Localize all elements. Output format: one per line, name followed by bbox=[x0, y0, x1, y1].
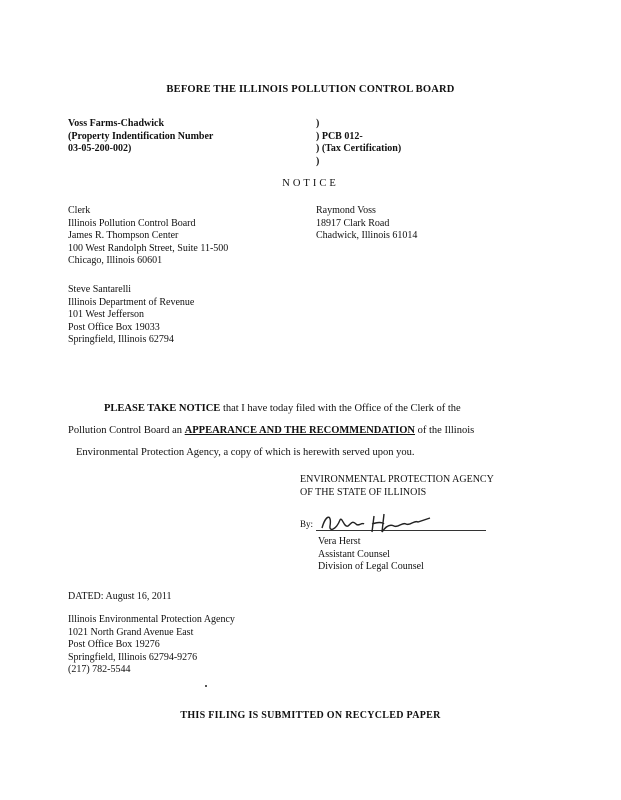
notice-body bbox=[68, 398, 548, 464]
docket-line: ) bbox=[316, 155, 320, 167]
address-line: Chicago, Illinois 60601 bbox=[68, 255, 163, 266]
body-text: of the Illinois bbox=[415, 425, 475, 436]
case-caption bbox=[68, 118, 213, 156]
agency-line: OF THE STATE OF ILLINOIS bbox=[300, 486, 427, 498]
address-line: Chadwick, Illinois 61014 bbox=[316, 230, 418, 241]
signer-block bbox=[318, 536, 424, 574]
body-text: Pollution Control Board an bbox=[68, 425, 185, 436]
agency-address bbox=[68, 614, 235, 677]
recipient-voss bbox=[316, 205, 417, 243]
agency-line: ENVIRONMENTAL PROTECTION AGENCY bbox=[300, 474, 494, 485]
address-line: Springfield, Illinois 62794-9276 bbox=[68, 651, 198, 663]
recipient-clerk bbox=[68, 205, 228, 268]
signer-division: Division of Legal Counsel bbox=[318, 561, 424, 572]
stray-mark bbox=[205, 685, 207, 687]
notice-title: NOTICE bbox=[282, 178, 339, 189]
body-text: that I have today filed with the Office of the Clerk of the bbox=[220, 403, 461, 414]
address-line: Post Office Box 19276 bbox=[68, 639, 160, 650]
docket-line: ) (Tax Certification) bbox=[316, 143, 402, 154]
recycled-paper-footer: THIS FILING IS SUBMITTED ON RECYCLED PAPER bbox=[180, 710, 441, 721]
address-line: Post Office Box 19033 bbox=[68, 321, 160, 333]
address-line: 18917 Clark Road bbox=[316, 217, 390, 229]
address-line: Springfield, Illinois 62794 bbox=[68, 334, 174, 345]
docket-block bbox=[316, 118, 401, 168]
address-line: Illinois Department of Revenue bbox=[68, 296, 195, 308]
body-line-1 bbox=[68, 398, 548, 420]
body-line-2 bbox=[68, 420, 548, 442]
address-line: Illinois Pollution Control Board bbox=[68, 217, 196, 229]
caption-line: (Property Indentification Number bbox=[68, 130, 214, 142]
signature-by-label: By: bbox=[300, 519, 314, 529]
caption-line: Voss Farms-Chadwick bbox=[68, 118, 165, 129]
address-line: James R. Thompson Center bbox=[68, 230, 179, 241]
address-line: Illinois Environmental Protection Agency bbox=[68, 614, 235, 625]
address-line: Steve Santarelli bbox=[68, 284, 132, 295]
body-line-3: Environmental Protection Agency, a copy of which is herewith served upon you. bbox=[76, 447, 415, 458]
filing-title: APPEARANCE AND THE RECOMMENDATION bbox=[184, 425, 416, 436]
recipient-revenue bbox=[68, 284, 194, 347]
address-line: 101 West Jefferson bbox=[68, 309, 145, 320]
notice-lead: PLEASE TAKE NOTICE bbox=[104, 403, 221, 414]
caption-line: 03-05-200-002) bbox=[68, 143, 132, 154]
agency-block bbox=[300, 474, 494, 499]
address-line: Raymond Voss bbox=[316, 205, 376, 216]
address-line: 100 West Randolph Street, Suite 11-500 bbox=[68, 242, 229, 254]
address-line: (217) 782-5544 bbox=[68, 664, 131, 675]
docket-line: ) bbox=[316, 118, 320, 129]
docket-line: ) PCB 012- bbox=[316, 130, 363, 142]
signer-title: Assistant Counsel bbox=[318, 548, 390, 560]
address-line: 1021 North Grand Avenue East bbox=[68, 626, 194, 638]
signer-name: Vera Herst bbox=[318, 536, 361, 547]
handwritten-signature bbox=[318, 510, 438, 536]
dated-line: DATED: August 16, 2011 bbox=[68, 591, 172, 602]
address-line: Clerk bbox=[68, 205, 91, 216]
board-heading: BEFORE THE ILLINOIS POLLUTION CONTROL BOARD bbox=[166, 84, 455, 95]
